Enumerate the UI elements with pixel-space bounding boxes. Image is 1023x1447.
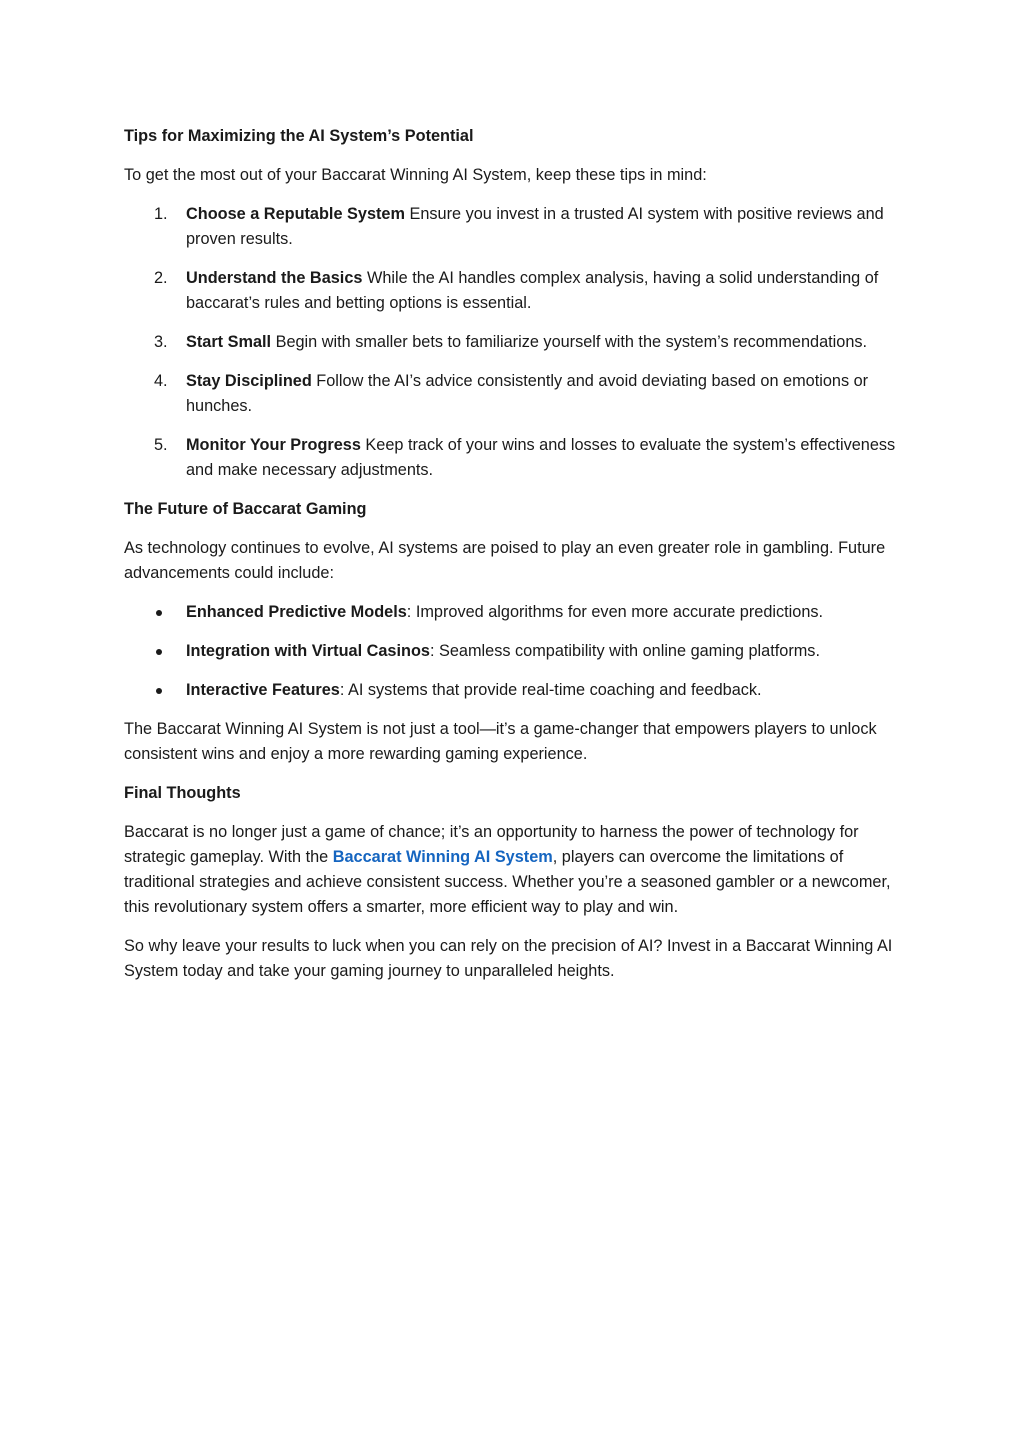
final-paragraph-1 xyxy=(124,820,904,920)
future-closing: The Baccarat Winning AI System is not just a tool—it’s a game-changer that empowers players to unlock consistent wins and enjoy a more rewarding gaming experience. xyxy=(124,720,877,763)
bullet-list-item xyxy=(124,600,904,625)
tips-list-item xyxy=(124,266,904,316)
bullet-text: : Improved algorithms for even more accurate predictions. xyxy=(406,603,824,621)
list-number: 5. xyxy=(154,436,168,454)
bullet-text: : Seamless compatibility with online gaming platforms. xyxy=(429,642,820,660)
bullet-list-item xyxy=(124,639,904,664)
final-text-after: , players can overcome the limitations of traditional strategies and achieve consistent success. Whether you’re a seasoned gambler or a newcomer, this revolutionary system offers a smarter, more efficient way to play and win. xyxy=(124,848,891,916)
future-heading: The Future of Baccarat Gaming xyxy=(124,500,367,518)
final-text-before: Baccarat is no longer just a game of chance; it’s an opportunity to harness the power of technology for strategic gameplay. With the xyxy=(124,823,859,866)
bullet-title: Interactive Features xyxy=(186,681,340,699)
tips-list-item xyxy=(124,202,904,252)
tip-title: Stay Disciplined xyxy=(186,372,312,390)
final-heading: Final Thoughts xyxy=(124,784,241,802)
bullet-icon xyxy=(156,610,162,616)
tips-list-item xyxy=(124,330,904,355)
tips-list xyxy=(124,202,904,483)
tip-title: Understand the Basics xyxy=(186,269,363,287)
tip-text: Ensure you invest in a trusted AI system with positive reviews and proven results. xyxy=(186,205,884,248)
final-paragraph-2: So why leave your results to luck when you can rely on the precision of AI? Invest in a Baccarat Winning AI System today and take your gaming journey to unparalleled heights. xyxy=(124,937,893,980)
tip-title: Start Small xyxy=(186,333,272,351)
tip-text: While the AI handles complex analysis, having a solid understanding of baccarat’s rules and betting options is essential. xyxy=(186,269,879,312)
tip-title: Monitor Your Progress xyxy=(186,436,361,454)
bullet-icon xyxy=(156,688,162,694)
tips-list-item xyxy=(124,433,904,483)
list-number: 1. xyxy=(154,205,168,223)
tips-list-item xyxy=(124,369,904,419)
tip-text: Keep track of your wins and losses to evaluate the system’s effectiveness and make necessary adjustments. xyxy=(186,436,896,479)
bullet-title: Integration with Virtual Casinos xyxy=(186,642,430,660)
bullet-text: : AI systems that provide real-time coaching and feedback. xyxy=(339,681,762,699)
bullet-title: Enhanced Predictive Models xyxy=(186,603,407,621)
bullet-icon xyxy=(156,649,162,655)
future-intro: As technology continues to evolve, AI systems are poised to play an even greater role in gambling. Future advancements could include: xyxy=(124,539,886,582)
future-bullet-list xyxy=(124,600,904,703)
tip-title: Choose a Reputable System xyxy=(186,205,405,223)
tip-text: Follow the AI’s advice consistently and avoid deviating based on emotions or hunches. xyxy=(186,372,869,415)
list-number: 4. xyxy=(154,372,168,390)
tip-text: Begin with smaller bets to familiarize yourself with the system’s recommendations. xyxy=(271,333,868,351)
baccarat-system-link[interactable]: Baccarat Winning AI System xyxy=(332,848,553,866)
tips-intro: To get the most out of your Baccarat Winning AI System, keep these tips in mind: xyxy=(124,166,707,184)
tips-heading: Tips for Maximizing the AI System’s Potential xyxy=(124,127,474,145)
list-number: 3. xyxy=(154,333,168,351)
bullet-list-item xyxy=(124,678,904,703)
list-number: 2. xyxy=(154,269,168,287)
document-page xyxy=(124,124,904,998)
